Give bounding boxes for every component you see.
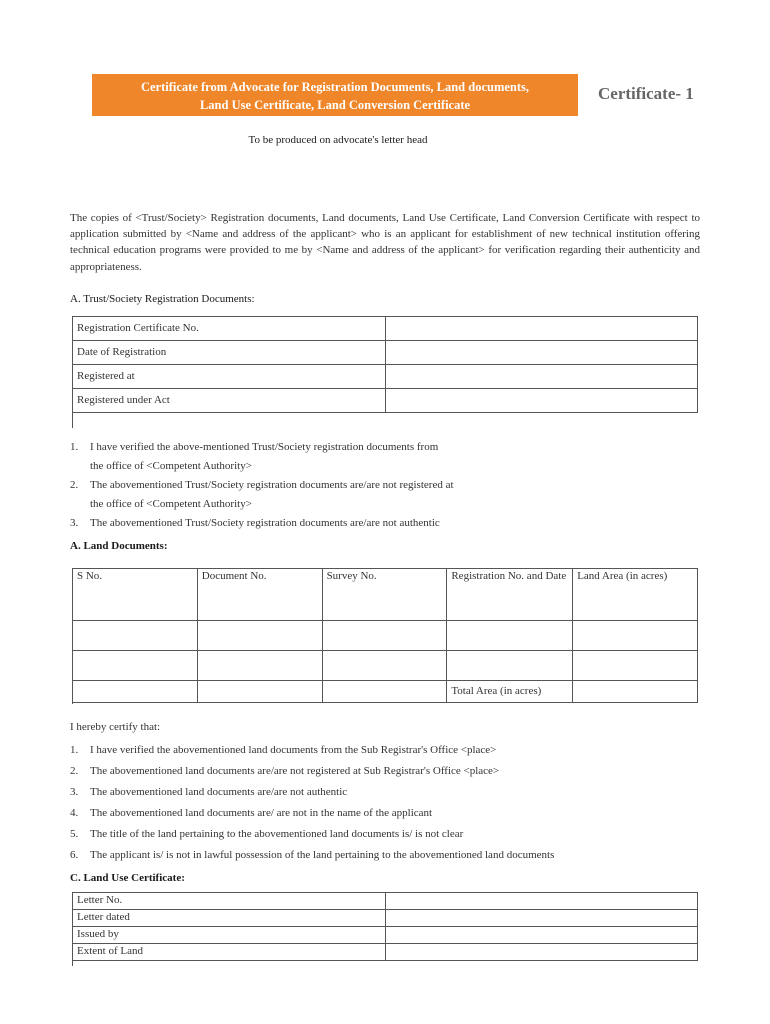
issued-by-value[interactable] (386, 927, 698, 944)
extent-of-land-label: Extent of Land (73, 944, 386, 961)
table-row (73, 317, 698, 341)
registered-at-value[interactable] (386, 365, 698, 389)
letter-no-value[interactable] (386, 893, 698, 910)
banner-line-1: Certificate from Advocate for Registration Documents, Land documents, (140, 80, 530, 94)
table-cell[interactable] (197, 621, 322, 651)
table-border-tick (72, 960, 73, 966)
list-item (70, 803, 554, 824)
extent-of-land-value[interactable] (386, 944, 698, 961)
column-header-s-no: S No. (73, 569, 198, 621)
letterhead-note: To be produced on advocate's letter head (248, 134, 428, 146)
intro-paragraph: The copies of <Trust/Society> Registration documents, Land documents, Land Use Certificate, Land Conversion Certificate with respect to application submitted by <Name and address of the applicant> who is an applicant for establishment of new technical institution offering technical education programs were provided to me by <Name and address of the applicant> for verification regarding their authenticity and appropriateness. (70, 212, 700, 273)
table-cell[interactable] (573, 621, 698, 651)
certificate-title-banner (92, 74, 578, 116)
registered-at-label: Registered at (73, 365, 386, 389)
list-item (70, 761, 554, 782)
issued-by-label: Issued by (73, 927, 386, 944)
column-header-land-area: Land Area (in acres) (573, 569, 698, 621)
list-item (70, 740, 554, 761)
table-cell (197, 681, 322, 703)
list-number: 4. (70, 807, 79, 819)
table-row (73, 910, 698, 927)
date-of-registration-label: Date of Registration (73, 341, 386, 365)
letter-dated-label: Letter dated (73, 910, 386, 927)
list-number: 2. (70, 765, 79, 777)
list-item (70, 845, 554, 866)
list-item (70, 782, 554, 803)
certify-intro: I hereby certify that: (70, 721, 161, 733)
list-number: 3. (70, 517, 79, 529)
total-area-label: Total Area (in acres) (447, 681, 573, 703)
list-number: 5. (70, 828, 79, 840)
table-total-row (73, 681, 698, 703)
table-border-tick (72, 702, 73, 704)
trust-registration-table (72, 316, 698, 413)
table-row (73, 365, 698, 389)
column-header-registration-no-date: Registration No. and Date (447, 569, 573, 621)
land-documents-table (72, 568, 698, 703)
registration-certificate-label: Registration Certificate No. (73, 317, 386, 341)
table-cell[interactable] (322, 651, 447, 681)
list-number: 6. (70, 849, 79, 861)
table-row (73, 621, 698, 651)
table-cell[interactable] (573, 651, 698, 681)
column-header-document-no: Document No. (197, 569, 322, 621)
table-row (73, 927, 698, 944)
list-text: The applicant is/ is not in lawful possession of the land pertaining to the abovementioned land documents (90, 849, 555, 861)
list-text: The abovementioned land documents are/are not registered at Sub Registrar's Office <place> (90, 765, 500, 777)
list-item (70, 514, 454, 533)
section-c-heading: C. Land Use Certificate: (70, 872, 185, 884)
land-certification-list (70, 740, 554, 866)
table-cell[interactable] (322, 621, 447, 651)
list-item (70, 438, 454, 476)
list-text: The title of the land pertaining to the abovementioned land documents is/ is not clear (90, 828, 464, 840)
section-a-heading: A. Trust/Society Registration Documents: (70, 293, 255, 305)
table-cell[interactable] (73, 651, 198, 681)
registration-certificate-value[interactable] (386, 317, 698, 341)
certificate-number: Certificate- 1 (598, 84, 694, 103)
trust-verification-list (70, 438, 454, 533)
list-number: 3. (70, 786, 79, 798)
list-number: 1. (70, 441, 79, 453)
date-of-registration-value[interactable] (386, 341, 698, 365)
letter-no-label: Letter No. (73, 893, 386, 910)
list-text-continued: the office of <Competent Authority> (90, 460, 252, 472)
list-text-continued: the office of <Competent Authority> (90, 498, 252, 510)
table-cell[interactable] (447, 621, 573, 651)
list-number: 1. (70, 744, 79, 756)
list-text: I have verified the abovementioned land documents from the Sub Registrar's Office <place> (90, 744, 497, 756)
table-border-tick (72, 412, 73, 428)
registered-under-act-label: Registered under Act (73, 389, 386, 413)
table-row (73, 389, 698, 413)
table-cell (73, 681, 198, 703)
registered-under-act-value[interactable] (386, 389, 698, 413)
table-cell (322, 681, 447, 703)
table-cell[interactable] (73, 621, 198, 651)
table-row (73, 651, 698, 681)
land-documents-heading: A. Land Documents: (70, 540, 168, 552)
list-item (70, 824, 554, 845)
table-cell[interactable] (197, 651, 322, 681)
table-row (73, 893, 698, 910)
letter-dated-value[interactable] (386, 910, 698, 927)
list-text: The abovementioned Trust/Society registration documents are/are not registered at (90, 479, 454, 491)
banner-line-2: Land Use Certificate, Land Conversion Certificate (199, 98, 471, 112)
list-text: The abovementioned Trust/Society registration documents are/are not authentic (90, 517, 440, 529)
table-header-row (73, 569, 698, 621)
table-cell[interactable] (447, 651, 573, 681)
total-area-value[interactable] (573, 681, 698, 703)
list-text: The abovementioned land documents are/are not authentic (90, 786, 348, 798)
column-header-survey-no: Survey No. (322, 569, 447, 621)
list-text: I have verified the above-mentioned Trust/Society registration documents from (90, 441, 439, 453)
list-item (70, 476, 454, 514)
table-row (73, 341, 698, 365)
table-row (73, 944, 698, 961)
list-number: 2. (70, 479, 79, 491)
list-text: The abovementioned land documents are/ are not in the name of the applicant (90, 807, 433, 819)
land-use-certificate-table (72, 892, 698, 961)
